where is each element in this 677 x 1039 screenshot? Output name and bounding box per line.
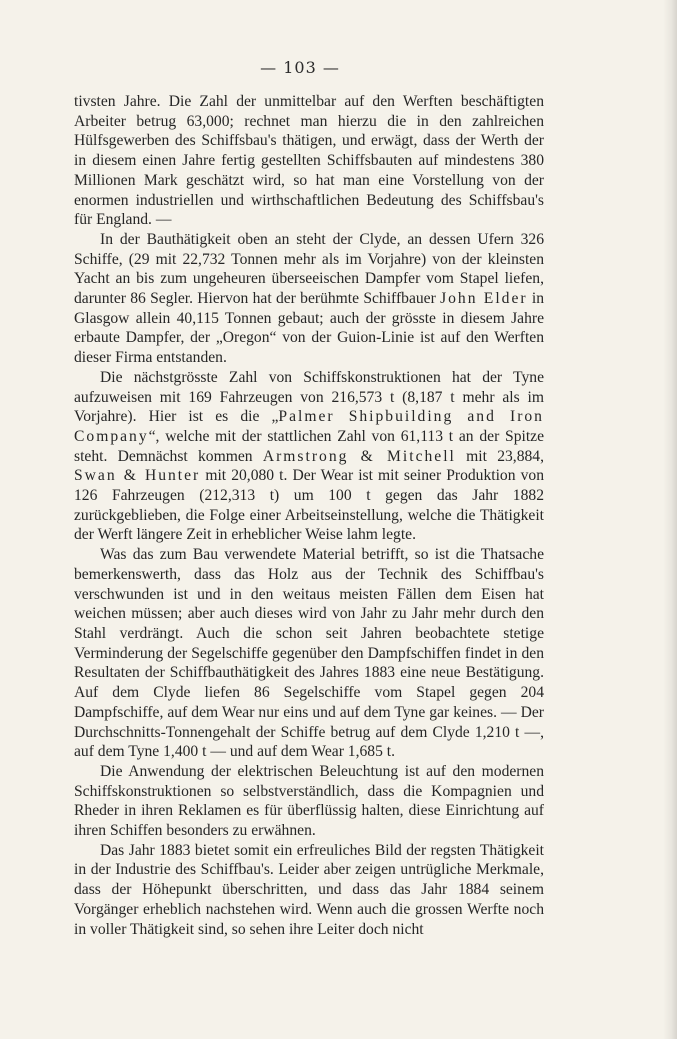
paragraph-text-run: in Glasgow allein 40,115 Tonnen gebaut; auch der grösste in diesem Jahre erbaute Dampfer, der „Oregon“ von der Guion-Linie ist auf den Werften dieser Firma entstanden.	[74, 290, 544, 367]
page-edge-shadow	[663, 0, 677, 1039]
paragraph-text-run: Das Jahr 1883 bietet somit ein erfreuliches Bild der regsten Thätigkeit in der Industrie des Schiffbau's. Leider aber zeigen untrügliche Merkmale, dass der Höhepunkt überschritten, und dass das Jahr 1884 seinem Vorgänger erheblich nachstehen wird. Wenn auch die grossen Werfte noch in voller Thätigkeit sind, so sehen ihre Leiter doch nicht	[74, 841, 544, 938]
paragraph-1	[74, 92, 544, 230]
spaced-name-text: Swan & Hunter	[74, 467, 201, 485]
paragraph-4	[74, 545, 544, 762]
paragraph-text-run: mit 23,884,	[455, 447, 544, 465]
paragraph-text-run: Die nächstgrösste Zahl von Schiffskonstruktionen hat der Tyne aufzuweisen mit 169 Fahrzeugen von 216,573 t (8,187 t mehr als im Vorjahre). Hier ist es die „	[74, 368, 544, 426]
spaced-name-text: John Elder	[440, 290, 528, 308]
paragraph-6	[74, 841, 544, 940]
paragraph-text-run: In der Bauthätigkeit oben an steht der Clyde, an dessen Ufern 326 Schiffe, (29 mit 22,732 Tonnen mehr als im Vorjahre) von der kleinsten Yacht an bis zum ungeheuren überseeischen Dampfer vom Stapel liefen, darunter 86 Segler. Hiervon hat der berühmte Schiffbauer	[74, 230, 544, 308]
paragraph-5	[74, 762, 544, 841]
paragraph-text-run: Was das zum Bau verwendete Material betrifft, so ist die Thatsache bemerkenswerth, dass das Holz aus der Technik des Schiffbau's verschwunden ist und in den weitaus meisten Fällen dem Eisen hat weichen müssen; aber auch dieses wird von Jahr zu Jahr mehr durch den Stahl verdrängt. Auch die schon seit Jahren beobachtete stetige Verminderung der Segelschiffe gegenüber den Dampfschiffen findet in den Resultaten der Schiffbauthätigkeit des Jahres 1883 eine neue Bestätigung. Auf dem Clyde liefen 86 Segelschiffe vom Stapel gegen 204 Dampfschiffe, auf dem Wear nur eins und auf dem Tyne gar keines. — Der Durchschnitts-Tonnengehalt der Schiffe betrug auf dem Clyde 1,210 t —, auf dem Tyne 1,400 t — und auf dem Wear 1,685 t.	[74, 546, 544, 761]
paragraph-text-run: tivsten Jahre. Die Zahl der unmittelbar auf den Werften beschäftigten Arbeiter betrug 63,000; rechnet man hierzu die in den zahlreichen Hülfsgewerben des Schiffsbau's thätigen, und erwägt, dass der Werth der in diesem einen Jahre fertig gestellten Schiffsbauten auf mindestens 380 Millionen Mark geschätzt wird, so hat man eine Vorstellung von der enormen industriellen und wirthschaftlichen Bedeutung des Schiffsbau's für England. —	[74, 93, 544, 229]
body-text	[74, 92, 544, 939]
paragraph-3	[74, 368, 544, 545]
page-number: — 103 —	[260, 58, 340, 77]
paragraph-text-run: Die Anwendung der elektrischen Beleuchtung ist auf den modernen Schiffskonstruktionen so selbstverständlich, dass die Kompagnien und Rheder in ihren Reklamen es für überflüssig halten, diese Einrichtung auf ihren Schiffen besonders zu erwähnen.	[74, 762, 544, 840]
paragraph-text-run: “, welche mit der stattlichen Zahl von 61,113 t an der Spitze steht. Demnächst kommen	[74, 427, 544, 465]
spaced-name-text: Palmer Shipbuilding and Iron Company	[74, 408, 544, 445]
paragraph-text-run: mit 20,080 t. Der Wear ist mit seiner Produktion von 126 Fahrzeugen (212,313 t) um 100 t gegen das Jahr 1882 zurückgeblieben, die Folge einer Arbeitseinstellung, welche die Thätigkeit der Werft längere Zeit in erheblicher Weise lahm legte.	[74, 467, 544, 544]
paragraph-2	[74, 230, 544, 368]
spaced-name-text: Armstrong & Mitchell	[262, 447, 456, 465]
